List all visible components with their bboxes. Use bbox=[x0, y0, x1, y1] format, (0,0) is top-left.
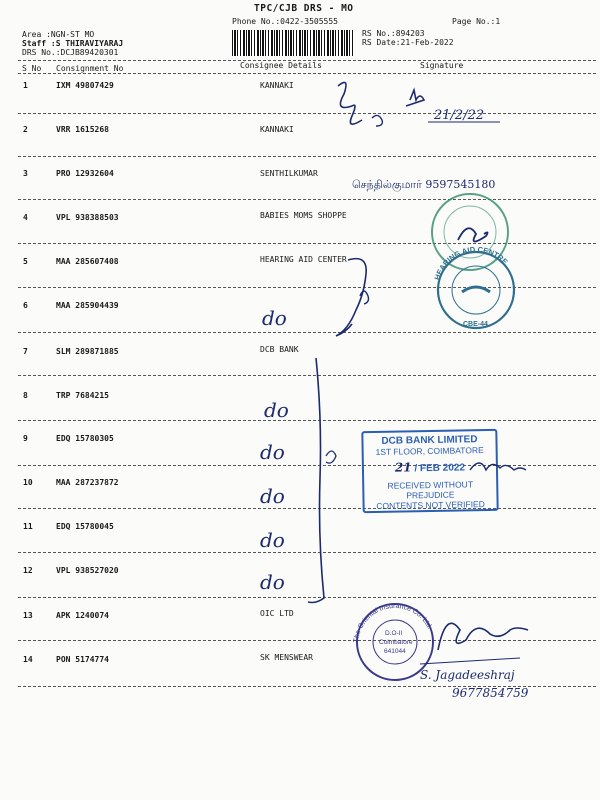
signature-scribble bbox=[336, 259, 366, 336]
oriental-seal-center: D.O-II bbox=[385, 630, 403, 637]
drs-number: DRS No.:DCJB89420301 bbox=[22, 48, 119, 57]
row-consignment: EDQ 15780045 bbox=[56, 522, 114, 531]
row-consignee: OIC LTD bbox=[260, 609, 294, 618]
row-consignment: EDQ 15780305 bbox=[56, 434, 114, 443]
stamp-handwritten-day: 21 bbox=[394, 460, 412, 475]
row-sno: 6 bbox=[23, 301, 28, 310]
row-sno: 5 bbox=[23, 257, 28, 266]
page-number: Page No.:1 bbox=[452, 17, 501, 26]
row-consignment: IXM 49807429 bbox=[56, 81, 114, 90]
signature-scribble bbox=[458, 228, 488, 241]
oriental-seal-text: The Oriental Insurance Co. Ltd. bbox=[353, 602, 434, 643]
ditto-mark: do bbox=[260, 570, 285, 594]
row-sno: 8 bbox=[23, 391, 28, 400]
ditto-mark: do bbox=[260, 440, 285, 464]
document-title: TPC/CJB DRS - MO bbox=[254, 3, 354, 14]
stamp-line: RECEIVED WITHOUT PREJUDICE bbox=[387, 479, 474, 501]
column-header-sno: S No bbox=[22, 64, 42, 73]
phone-number: Phone No.:0422-3505555 bbox=[232, 17, 338, 26]
column-header-consignee: Consignee Details bbox=[240, 61, 322, 70]
row-consignee: KANNAKI bbox=[260, 125, 294, 134]
signature-scribble bbox=[338, 82, 362, 124]
rs-number: RS No.:894203 bbox=[362, 29, 425, 38]
row-sno: 13 bbox=[23, 611, 33, 620]
handwritten-receiver-name: S. Jagadeeshraj bbox=[420, 668, 515, 682]
row-consignee: BABIES MOMS SHOPPE bbox=[260, 211, 347, 220]
row-consignee: HEARING AID CENTER bbox=[260, 255, 347, 264]
row-consignee: KANNAKI bbox=[260, 81, 294, 90]
signature-scribble bbox=[438, 623, 528, 650]
handwritten-name-phone: செந்தில்குமார் 9597545180 bbox=[352, 178, 496, 191]
stamp-line: 1ST FLOOR, COIMBATORE bbox=[375, 445, 484, 457]
row-sno: 14 bbox=[23, 655, 33, 664]
row-sno: 11 bbox=[23, 522, 33, 531]
bracket-line bbox=[308, 358, 324, 603]
hearing-aid-seal-text: HEARING AID CENTRE bbox=[432, 244, 510, 282]
ditto-mark: do bbox=[262, 306, 287, 330]
row-sno: 12 bbox=[23, 566, 33, 575]
area-label: Area :NGN-ST MO bbox=[22, 30, 95, 39]
stamp-date: / FEB 2022 bbox=[414, 462, 466, 475]
stamp-line: CONTENTS NOT VERIFIED bbox=[376, 499, 485, 511]
row-sno: 10 bbox=[23, 478, 33, 487]
row-consignment: VPL 938388503 bbox=[56, 213, 119, 222]
signature-scribble bbox=[372, 115, 382, 126]
signature-scribble bbox=[406, 90, 424, 106]
row-sno: 7 bbox=[23, 347, 28, 356]
row-consignment: TRP 7684215 bbox=[56, 391, 109, 400]
signature-scribble bbox=[470, 463, 526, 470]
row-consignee: SENTHILKUMAR bbox=[260, 169, 318, 178]
row-consignment: SLM 289871885 bbox=[56, 347, 119, 356]
row-consignment: PRO 12932604 bbox=[56, 169, 114, 178]
handwritten-receiver-phone: 9677854759 bbox=[452, 686, 529, 700]
row-consignee: DCB BANK bbox=[260, 345, 299, 354]
rs-date: RS Date:21-Feb-2022 bbox=[362, 38, 454, 47]
row-consignment: VPL 938527020 bbox=[56, 566, 119, 575]
row-consignment: PON 5174774 bbox=[56, 655, 109, 664]
column-header-signature: Signature bbox=[420, 61, 464, 70]
row-consignment: APK 1240074 bbox=[56, 611, 109, 620]
row-sno: 4 bbox=[23, 213, 28, 222]
row-sno: 9 bbox=[23, 434, 28, 443]
oriental-seal-center: Coimbatore bbox=[379, 639, 413, 646]
column-header-consignment: Consignment No bbox=[56, 64, 124, 73]
row-sno: 2 bbox=[23, 125, 28, 134]
row-sno: 3 bbox=[23, 169, 28, 178]
row-consignment: VRR 1615268 bbox=[56, 125, 109, 134]
handwritten-date: 21/2/22 bbox=[434, 108, 485, 123]
ditto-mark: do bbox=[264, 398, 289, 422]
staff-label: Staff :S THIRAVIYARAJ bbox=[22, 39, 124, 48]
ditto-mark: do bbox=[260, 528, 285, 552]
ditto-mark: do bbox=[260, 484, 285, 508]
row-sno: 1 bbox=[23, 81, 28, 90]
row-consignee: SK MENSWEAR bbox=[260, 653, 313, 662]
oriental-seal-center: 641044 bbox=[384, 648, 406, 655]
hearing-aid-seal-code: CBE-44 bbox=[463, 321, 488, 328]
row-consignment: MAA 287237872 bbox=[56, 478, 119, 487]
stamp-line: DCB BANK LIMITED bbox=[381, 434, 478, 447]
row-consignment: MAA 285904439 bbox=[56, 301, 119, 310]
row-consignment: MAA 285607408 bbox=[56, 257, 119, 266]
signature-scribble bbox=[326, 451, 336, 463]
